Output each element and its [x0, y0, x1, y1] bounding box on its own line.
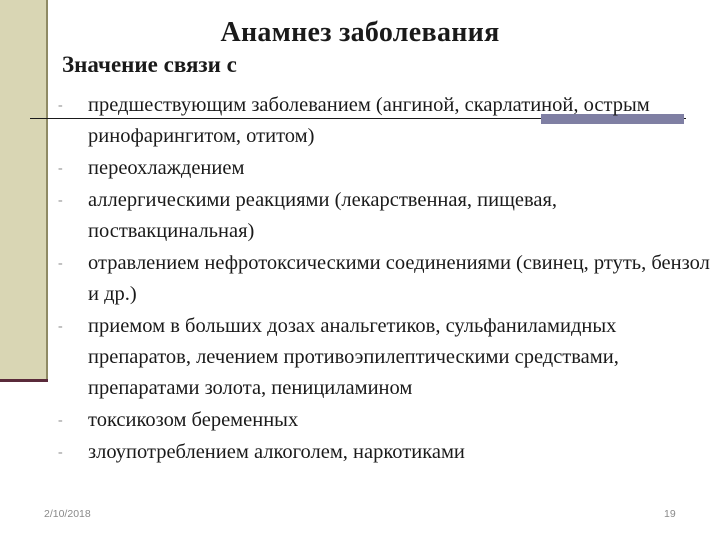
slide-title-text: Анамнез заболевания: [220, 17, 500, 48]
side-panel-base-line: [0, 379, 48, 382]
bullet-list: [58, 90, 718, 469]
bullet-dash: -: [58, 319, 63, 334]
bullet-dash: -: [58, 161, 63, 176]
list-item-text: отравлением нефротоксическими соединениями (свинец, ртуть, бензол и др.): [88, 252, 710, 305]
bullet-dash: -: [58, 98, 63, 113]
list-item-text: злоупотреблением алкоголем, наркотиками: [88, 441, 465, 463]
bullet-dash: -: [58, 445, 63, 460]
list-item-text: переохлаждением: [88, 157, 245, 179]
bullet-dash: -: [58, 193, 63, 208]
bullet-dash: -: [58, 413, 63, 428]
slide-subtitle: Значение связи с: [62, 52, 237, 77]
list-item: [58, 311, 718, 404]
footer-page-number: 19: [664, 508, 676, 520]
list-item-text: токсикозом беременных: [88, 409, 299, 431]
list-item-text: приемом в больших дозах анальгетиков, сульфаниламидных препаратов, лечением противоэпилептическими средствами, препаратами золота, пенициламином: [88, 315, 619, 399]
list-item-text: аллергическими реакциями (лекарственная, пищевая, поствакцинальная): [88, 189, 558, 242]
list-item: [58, 437, 718, 468]
bullet-dash: -: [58, 256, 63, 271]
slide-title: [0, 17, 720, 49]
footer-date: 2/10/2018: [44, 508, 91, 520]
list-item: [58, 248, 718, 310]
list-item: [58, 153, 718, 184]
list-item: [58, 90, 718, 152]
list-item: [58, 405, 718, 436]
list-item: [58, 185, 718, 247]
decorative-side-panel: [0, 0, 46, 381]
side-panel-edge: [46, 0, 48, 381]
list-item-text: предшествующим заболеванием (ангиной, скарлатиной, острым ринофарингитом, отитом): [88, 94, 650, 147]
